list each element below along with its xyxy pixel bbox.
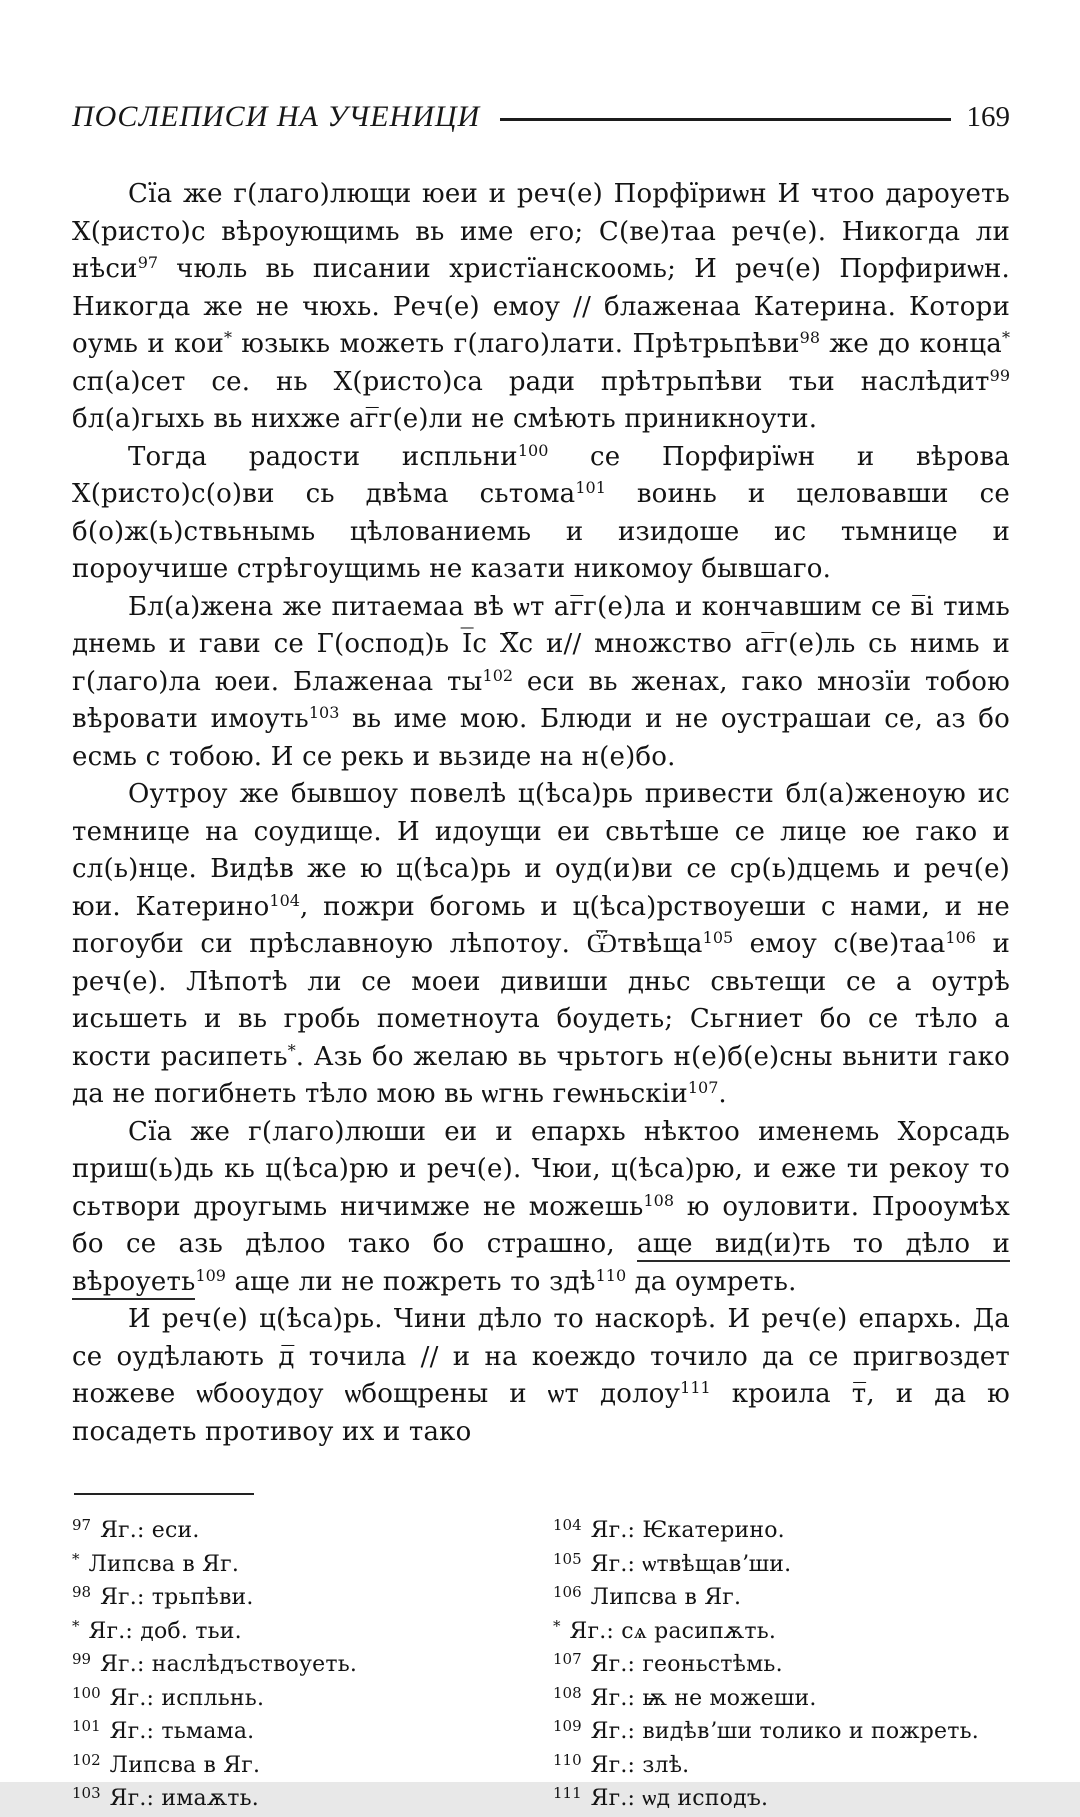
- footnote-reference: *: [224, 328, 233, 347]
- footnote-item: [72, 1683, 541, 1717]
- footnote-mark: 99: [72, 1650, 92, 1668]
- footnote-text: Яг.: испльнь.: [109, 1685, 265, 1711]
- footnote-reference: 99: [989, 365, 1010, 385]
- body-paragraph: Сїа же г(лаго)люши еи и епархь нѣктоо именемь Хорсадь приш(ь)дь кь ц(ѣса)рю и реч(е). Чюи, ц(ѣса)рю, и еже ти рекоу то сьтвори дроугымь ничимже не можешь$^{108}$ ю оуловити. Прооумѣх бо се азь дѣлоо тако бо страшно, аще вид(и)ть то дѣло и вѣроуеть$^{109}$ аще ли не пожреть то здѣ$^{110}$ да оумреть.: [72, 1114, 1010, 1302]
- footnote-text: Яг.: имаѫть.: [109, 1786, 260, 1811]
- footnote-item: [72, 1582, 541, 1616]
- footnote-text: Яг.: Ѥкатерино.: [590, 1518, 785, 1543]
- footnotes-section: [72, 1515, 1010, 1817]
- footnote-text: Яг.: доб. тьи.: [88, 1618, 242, 1644]
- footnote-reference: 98: [799, 328, 820, 347]
- footnote-reference: 100: [517, 440, 549, 460]
- footnote-text: Липсва в Яг.: [109, 1752, 261, 1778]
- footnote-item: [553, 1750, 1010, 1784]
- footnote-reference: 102: [482, 665, 514, 685]
- main-text: [72, 176, 1010, 1451]
- footnote-reference: 107: [687, 1078, 719, 1097]
- footnote-mark: *: [72, 1549, 80, 1568]
- footnote-mark: 109: [553, 1717, 582, 1735]
- footnote-item: [553, 1515, 1010, 1549]
- footnote-reference: 103: [308, 703, 340, 722]
- footnote-item: [72, 1649, 541, 1683]
- footnote-item: [553, 1649, 1010, 1683]
- body-paragraph: Тогда радости испльни$^{100}$ се Порфирїѡн и вѣрова Х(ристо)с(о)ви сь двѣма сьтома$^{101}$ воинь и целовавши се б(о)ж(ь)ствьнымь цѣлованиемь и изидоше ис тьмнице и пороучише стрѣгоущимь не казати никомоу бывшаго.: [72, 440, 1010, 584]
- footnote-reference: 97: [137, 253, 159, 272]
- footnote-item: [553, 1549, 1010, 1583]
- footnote-mark: 106: [553, 1583, 582, 1601]
- footnote-reference: *: [287, 1040, 296, 1060]
- footnote-text: Яг.: трьпѣви.: [100, 1585, 254, 1610]
- footnotes-right-column: [541, 1515, 1010, 1817]
- body-paragraph: Сїа же г(лаго)лющи юеи и реч(е) Порфїриѡн И чтоо дароуеть Х(ристо)с вѣроующимь вь име его; С(ве)таа реч(е). Никогда ли нѣси$^{97}$ чюль вь писании христїанскоомь; И реч(е) Порфириѡн. Никогда же не чюхь. Реч(е) емоу // блаженаа Катерина. Котори оумь и кои* юзыкь можеть г(лаго)лати. Прѣтрьпѣви$^{98}$ же до конца* сп(а)сет се. нь Х(ристо)са ради прѣтрьпѣви тьи наслѣдит$^{99}$ бл(а)гыхь вь нихже аг̅г(е)ли не смѣють приникноути.: [72, 179, 1010, 434]
- footnote-reference: 104: [269, 890, 300, 910]
- footnote-mark: 111: [553, 1784, 582, 1802]
- footnote-item: [72, 1716, 541, 1750]
- footnote-reference: 106: [945, 928, 976, 947]
- footnote-mark: 100: [72, 1683, 101, 1702]
- footnote-reference: *: [1002, 328, 1010, 347]
- footnote-item: [72, 1515, 541, 1549]
- footnote-text: Яг.: наслѣдъствоуеть.: [100, 1652, 358, 1677]
- footnote-text: Липсва в Яг.: [590, 1585, 742, 1610]
- footnote-mark: 108: [553, 1683, 582, 1702]
- footnote-item: [553, 1616, 1010, 1650]
- page-number: 169: [966, 100, 1010, 133]
- footnote-item: [72, 1783, 541, 1817]
- footnote-mark: 104: [553, 1516, 582, 1534]
- footnote-item: [72, 1750, 541, 1784]
- footnote-item: [553, 1783, 1010, 1817]
- body-paragraph: Оутроу же бывшоу повелѣ ц(ѣса)рь привести бл(а)женоую ис темнице на соудище. И идоущи еи свьтѣше се лице юе гако и сл(ь)нце. Видѣв же ю ц(ѣса)рь и оуд(и)ви се ср(ь)дцемь и реч(е) юи. Катерино$^{104}$, пожри богомь и ц(ѣса)рствоуеши с нами, и не погоуби си прѣславноую лѣпотоу. Ѿтвѣща$^{105}$ емоу с(ве)таа$^{106}$ и реч(е). Лѣпотѣ ли се моеи дивиши дньс свьтещи се а оутрѣ исьшеть и вь гробь пометноута боудеть; Сьгниет бо се тѣло а кости расипеть*. Азь бо желаю вь чрьтогь н(е)б(е)сны вьнити гако да не погибнеть тѣло мою вь ѡгнь геѡньскіи$^{107}$.: [72, 779, 1010, 1109]
- footnote-reference: 105: [702, 928, 734, 947]
- body-paragraph: И реч(е) ц(ѣса)рь. Чини дѣло то наскорѣ. И реч(е) епархь. Да се оудѣлають д̅ точила // и на коеждо точило да се пригвоздет ножеве ѡбооудоу ѡбощрены и ѡт долоу$^{111}$ кроила т̅, и да ю посадеть противоу их и тако: [72, 1304, 1010, 1447]
- underlined-phrase: аще вид(и)ть то дѣло и вѣроуеть: [72, 1229, 1010, 1300]
- footnote-mark: *: [72, 1616, 80, 1635]
- footnote-text: Яг.: видѣвʼши толико и пожреть.: [590, 1719, 979, 1744]
- footnote-reference: 101: [575, 478, 606, 497]
- footnote-reference: 110: [595, 1265, 627, 1285]
- footnote-text: Яг.: сѧ расипѫть.: [569, 1618, 777, 1644]
- footnote-mark: 102: [72, 1750, 101, 1769]
- footnote-text: Липсва в Яг.: [88, 1551, 240, 1577]
- footnote-item: [72, 1549, 541, 1583]
- footnote-mark: 107: [553, 1650, 582, 1668]
- footnote-item: [553, 1683, 1010, 1717]
- footnote-mark: 101: [72, 1717, 101, 1735]
- footnote-text: Яг.: ѡтвѣщавʼши.: [590, 1551, 792, 1577]
- footnote-text: Яг.: геоньстѣмь.: [590, 1652, 783, 1677]
- footnote-item: [553, 1582, 1010, 1616]
- running-title: ПОСЛЕПИСИ НА УЧЕНИЦИ: [72, 100, 481, 133]
- footnotes-left-column: [72, 1515, 541, 1817]
- footnote-mark: 103: [72, 1784, 101, 1802]
- footnote-reference: 109: [195, 1265, 226, 1285]
- footnote-mark: 97: [72, 1516, 92, 1534]
- footnote-text: Яг.: злѣ.: [590, 1752, 690, 1778]
- footnote-mark: *: [553, 1616, 561, 1635]
- footnote-mark: 110: [553, 1750, 582, 1769]
- footnote-reference: 111: [680, 1378, 711, 1397]
- footnote-text: Яг.: ѭ не можеши.: [590, 1685, 817, 1711]
- page-header: [72, 100, 1010, 134]
- body-paragraph: Бл(а)жена же питаемаа вѣ ѡт аг̅г(е)ла и кончавшим се в̅і тимь днемь и гави се Г(оспод)ь І̅с Х̅с и// множство аг̅г(е)ль сь нимь и г(лаго)ла юеи. Блаженаа $ты^{102}$ еси вь женах, гако мнозїи тобою вѣровати имоуть$^{103}$ вь име мою. Блюди и не оустрашаи се, аз бо есмь с тобою. И се рекь и вьзиде на н(е)бо.: [72, 591, 1010, 772]
- footnote-reference: 108: [643, 1190, 675, 1210]
- footnote-separator: [74, 1493, 254, 1495]
- footnote-text: Яг.: ѡд исподъ.: [590, 1786, 769, 1811]
- footnote-text: Яг.: еси.: [100, 1518, 200, 1543]
- footnote-item: [72, 1616, 541, 1650]
- footnote-item: [553, 1716, 1010, 1750]
- footnote-mark: 105: [553, 1549, 582, 1568]
- header-rule: [500, 118, 950, 121]
- footnote-text: Яг.: тьмама.: [109, 1719, 255, 1744]
- footnote-mark: 98: [72, 1583, 92, 1601]
